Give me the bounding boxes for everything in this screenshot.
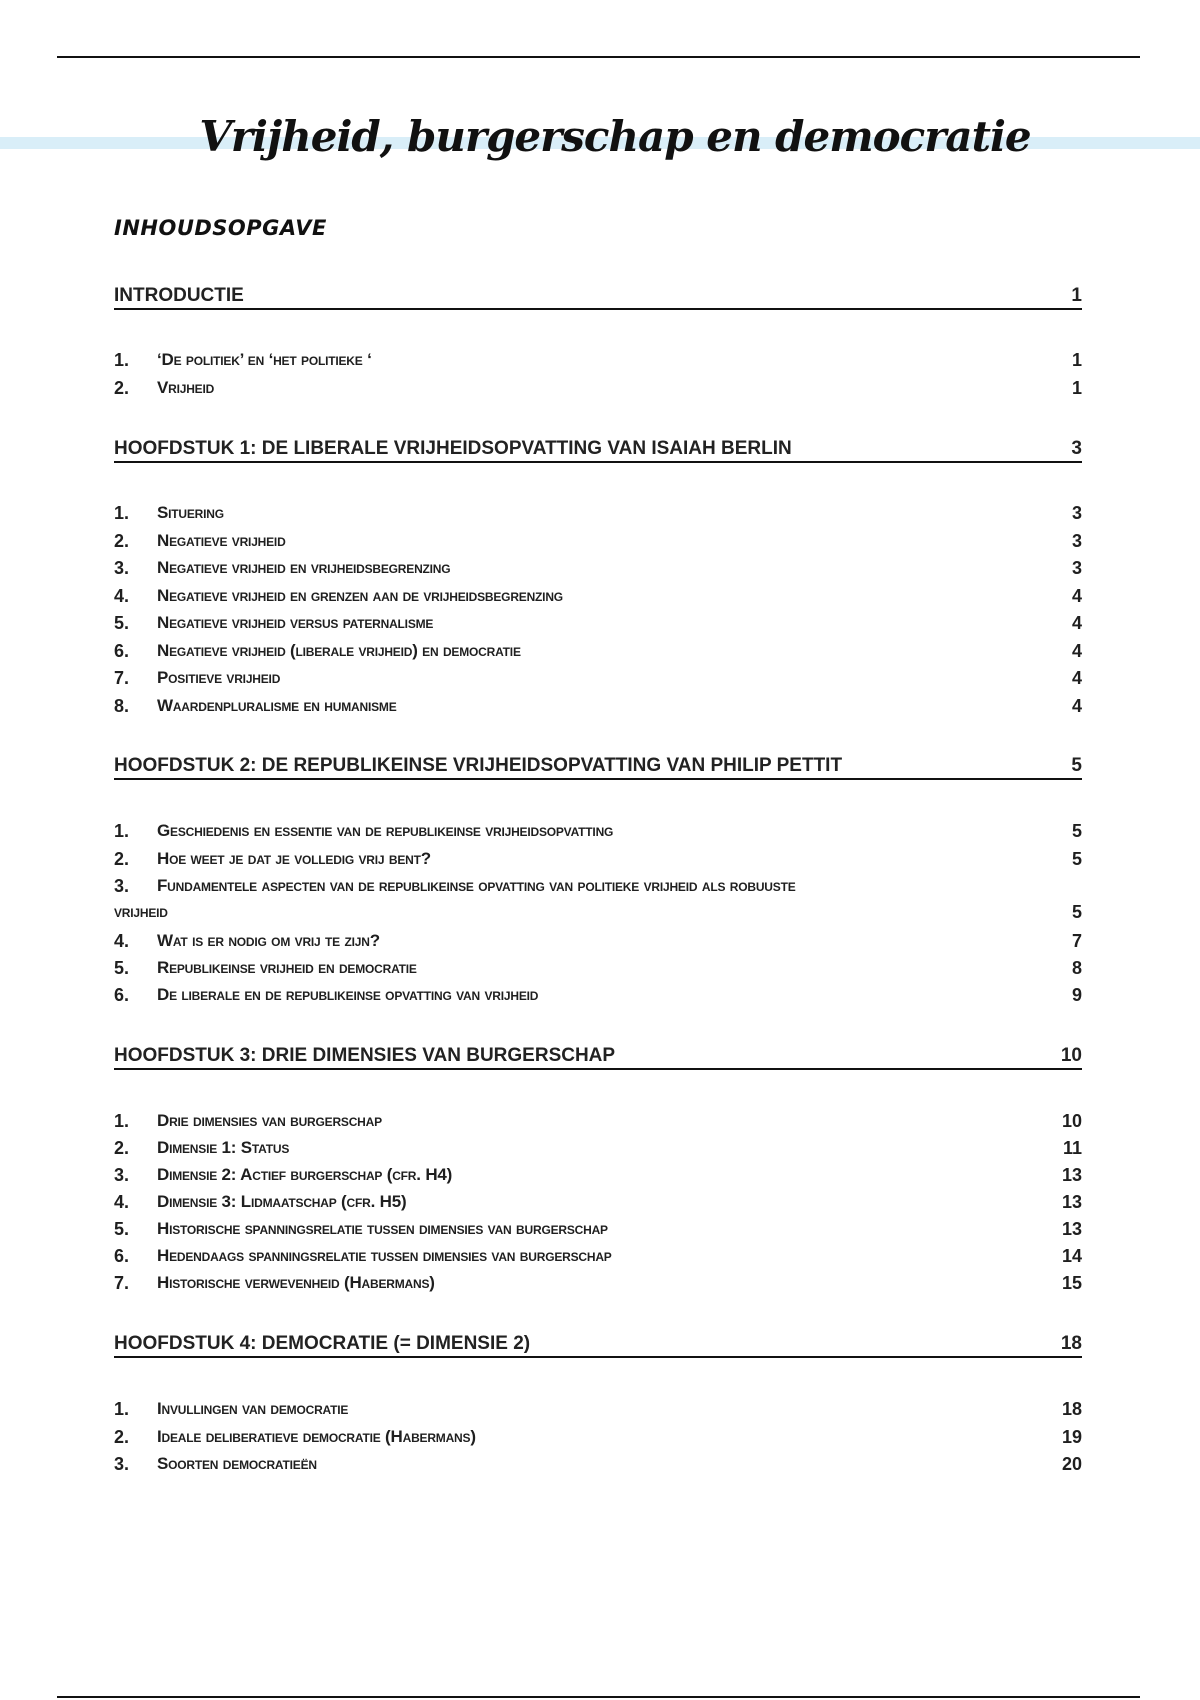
chapter-title: HOOFDSTUK 3: DRIE DIMENSIES VAN BURGERSCHAP [114,1045,616,1066]
chapter-page: 18 [1060,1333,1082,1354]
chapter-title: HOOFDSTUK 4: DEMOCRATIE (= DIMENSIE 2) [114,1333,531,1354]
chapter-page: 1 [1071,285,1082,306]
toc-entry[interactable]: 6. Hedendaags spanningsrelatie tussen dimensies van burgerschap 14 [114,1245,1082,1266]
toc-entry[interactable]: 7. Positieve vrijheid 4 [114,667,1082,688]
toc-entry[interactable]: 4. Dimensie 3: Lidmaatschap (cfr. H5) 13 [114,1191,1082,1212]
toc-entry[interactable]: 3. Fundamentele aspecten van de republikeinse opvatting van politieke vrijheid als robuuste vrijheid 5 [114,876,1082,922]
toc-entry[interactable]: 7. Historische verwevenheid (Habermans) 15 [114,1272,1082,1293]
toc-entry[interactable]: 1. Situering 3 [114,502,1082,523]
toc-chapter-4[interactable] [114,1330,1082,1358]
chapter-page: 10 [1060,1045,1082,1066]
toc-entry[interactable]: 3. Dimensie 2: Actief burgerschap (cfr. H4) 13 [114,1164,1082,1185]
toc-entry[interactable]: 3. Negatieve vrijheid en vrijheidsbegrenzing 3 [114,557,1082,578]
chapter-title: INTRODUCTIE [114,285,244,306]
toc-entry[interactable]: 2. Ideale deliberatieve democratie (Habermans) 19 [114,1426,1082,1447]
toc-entry[interactable]: 4. Wat is er nodig om vrij te zijn? 7 [114,930,1082,951]
toc-entry[interactable]: 6. De liberale en de republikeinse opvatting van vrijheid 9 [114,984,1082,1005]
toc-entry[interactable]: 8. Waardenpluralisme en humanisme 4 [114,695,1082,716]
toc-entry[interactable]: 2. Dimensie 1: Status 11 [114,1137,1082,1158]
toc-entry[interactable]: 1. ‘De politiek’ en ‘het politieke ‘ 1 [114,349,1082,370]
toc-entry[interactable]: 1. Geschiedenis en essentie van de republikeinse vrijheidsopvatting 5 [114,820,1082,841]
toc-entry[interactable]: 2. Vrijheid 1 [114,377,1082,398]
chapter-title: HOOFDSTUK 1: DE LIBERALE VRIJHEIDSOPVATTING VAN ISAIAH BERLIN [114,438,792,459]
toc-entry[interactable]: 1. Drie dimensies van burgerschap 10 [114,1110,1082,1131]
toc-chapter-intro[interactable] [114,282,1082,310]
footer-rule [57,1696,1140,1698]
toc-entry[interactable]: 5. Historische spanningsrelatie tussen dimensies van burgerschap 13 [114,1218,1082,1239]
toc-entry[interactable]: 4. Negatieve vrijheid en grenzen aan de vrijheidsbegrenzing 4 [114,585,1082,606]
toc-chapter-2[interactable] [114,752,1082,780]
toc-entry[interactable]: 3. Soorten democratieën 20 [114,1453,1082,1474]
document-title: Vrijheid, burgerschap en democratie [199,112,1031,161]
toc-heading: INHOUDSOPGAVE [114,216,327,240]
chapter-page: 3 [1071,438,1082,459]
toc-entry[interactable]: 6. Negatieve vrijheid (liberale vrijheid) en democratie 4 [114,640,1082,661]
chapter-page: 5 [1071,755,1082,776]
toc-entry[interactable]: 1. Invullingen van democratie 18 [114,1398,1082,1419]
chapter-title: HOOFDSTUK 2: DE REPUBLIKEINSE VRIJHEIDSOPVATTING VAN PHILIP PETTIT [114,755,843,776]
toc-chapter-3[interactable] [114,1042,1082,1070]
header-rule [57,56,1140,58]
toc-entry[interactable]: 2. Negatieve vrijheid 3 [114,530,1082,551]
toc-entry[interactable]: 5. Republikeinse vrijheid en democratie 8 [114,957,1082,978]
toc-entry[interactable]: 5. Negatieve vrijheid versus paternalisme 4 [114,612,1082,633]
toc-chapter-1[interactable] [114,435,1082,463]
toc-entry[interactable]: 2. Hoe weet je dat je volledig vrij bent? 5 [114,848,1082,869]
